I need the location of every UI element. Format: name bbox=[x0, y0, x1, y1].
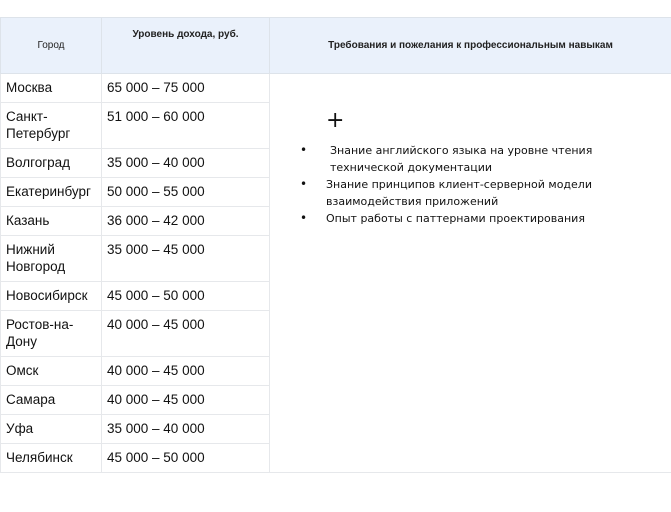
city-cell: Москва bbox=[1, 74, 102, 103]
income-cell: 45 000 – 50 000 bbox=[102, 282, 270, 311]
skill-text: Знание английского языка на уровне чтения технической документации bbox=[330, 144, 593, 174]
city-cell: Ростов-на-Дону bbox=[1, 311, 102, 357]
city-cell: Челябинск bbox=[1, 444, 102, 473]
requirements-cell bbox=[270, 74, 671, 473]
table-header-row bbox=[1, 18, 671, 74]
city-cell: Уфа bbox=[1, 415, 102, 444]
city-cell: Самара bbox=[1, 386, 102, 415]
income-cell: 51 000 – 60 000 bbox=[102, 103, 270, 149]
table-row bbox=[1, 74, 671, 103]
salary-table bbox=[0, 17, 671, 473]
income-cell: 65 000 – 75 000 bbox=[102, 74, 270, 103]
header-city: Город bbox=[1, 18, 102, 74]
header-requirements: Требования и пожелания к профессиональным навыкам bbox=[270, 18, 671, 74]
income-cell: 35 000 – 45 000 bbox=[102, 236, 270, 282]
bullet-icon: • bbox=[300, 143, 308, 157]
income-cell: 45 000 – 50 000 bbox=[102, 444, 270, 473]
skill-text: Знание принципов клиент-серверной модели взаимодействия приложений bbox=[326, 178, 592, 208]
skills-list bbox=[292, 142, 622, 227]
city-cell: Казань bbox=[1, 207, 102, 236]
city-cell: Екатеринбург bbox=[1, 178, 102, 207]
income-cell: 35 000 – 40 000 bbox=[102, 149, 270, 178]
income-cell: 40 000 – 45 000 bbox=[102, 386, 270, 415]
list-item bbox=[292, 176, 622, 210]
city-cell: Новосибирск bbox=[1, 282, 102, 311]
bullet-icon: • bbox=[300, 177, 308, 191]
skill-text: Опыт работы с паттернами проектирования bbox=[326, 212, 585, 225]
list-item bbox=[292, 142, 622, 176]
income-cell: 35 000 – 40 000 bbox=[102, 415, 270, 444]
header-income: Уровень дохода, руб. bbox=[102, 18, 270, 74]
city-cell: Санкт-Петербург bbox=[1, 103, 102, 149]
city-cell: Нижний Новгород bbox=[1, 236, 102, 282]
bullet-icon: • bbox=[300, 211, 308, 225]
plus-marker: + bbox=[326, 108, 345, 133]
list-item bbox=[292, 210, 622, 227]
income-cell: 50 000 – 55 000 bbox=[102, 178, 270, 207]
income-cell: 36 000 – 42 000 bbox=[102, 207, 270, 236]
income-cell: 40 000 – 45 000 bbox=[102, 311, 270, 357]
city-cell: Волгоград bbox=[1, 149, 102, 178]
city-cell: Омск bbox=[1, 357, 102, 386]
income-cell: 40 000 – 45 000 bbox=[102, 357, 270, 386]
